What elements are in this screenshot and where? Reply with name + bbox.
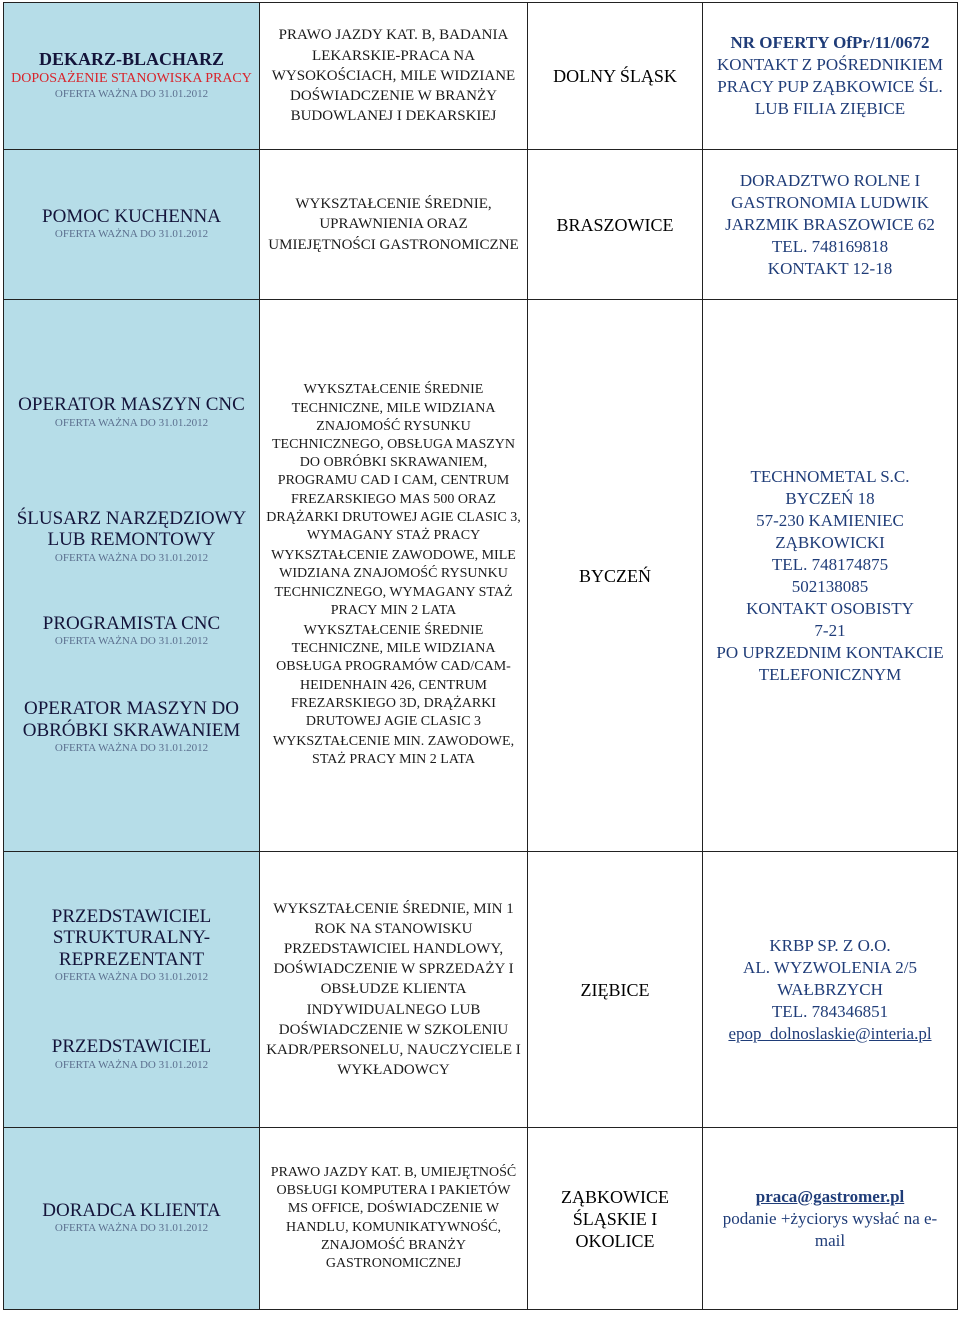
- job-title: PROGRAMISTA CNC: [42, 612, 221, 634]
- job-entry: [10, 206, 253, 242]
- phone-number: TEL. 784346851: [771, 1001, 889, 1021]
- job-title-cell: [4, 3, 260, 150]
- offer-validity: OFERTA WAŻNA DO 31.01.2012: [54, 635, 209, 647]
- email-link[interactable]: epop_dolnoslaskie@interia.pl: [728, 1023, 932, 1043]
- application-note: podanie +życiorys wysłać na e-mail: [722, 1208, 938, 1250]
- offer-validity: OFERTA WAŻNA DO 31.01.2012: [54, 742, 209, 754]
- job-title: OPERATOR MASZYN CNC: [18, 394, 245, 415]
- contact-cell: [703, 300, 958, 852]
- requirements-cell: [260, 1128, 528, 1310]
- requirements-text: PRAWO JAZDY KAT. B, UMIEJĘTNOŚĆ OBSŁUGI KOMPUTERA I PAKIETÓW MS OFFICE, DOŚWIADCZENIE W HANDLU, KOMUNIKATYWNOŚĆ, ZNAJOMOŚĆ BRANŻY GASTRONOMICZNEJ: [270, 1164, 517, 1271]
- job-title: DEKARZ-BLACHARZ: [38, 48, 225, 69]
- offer-row-dekarz: [4, 3, 958, 150]
- offer-validity: OFERTA WAŻNA DO 31.01.2012: [54, 551, 209, 564]
- offer-validity: OFERTA WAŻNA DO 31.01.2012: [54, 1058, 209, 1071]
- job-title-cell: [4, 1128, 260, 1310]
- requirements-text: PRAWO JAZDY KAT. B, BADANIA LEKARSKIE-PRACA NA WYSOKOŚCIACH, MILE WIDZIANE DOŚWIADCZENIE W BRANŻY BUDOWLANEJ I DEKARSKIEJ: [271, 27, 516, 125]
- contact-cell: [703, 852, 958, 1128]
- location-cell: DOLNY ŚLĄSK: [528, 3, 703, 150]
- requirements-text: WYKSZTAŁCENIE ŚREDNIE, UPRAWNIENIA ORAZ UMIEJĘTNOŚCI GASTRONOMICZNE: [268, 196, 519, 253]
- location-cell: BYCZEŃ: [528, 300, 703, 852]
- offer-validity: OFERTA WAŻNA DO 31.01.2012: [54, 1222, 209, 1235]
- email-link[interactable]: praca@gastromer.pl: [755, 1186, 905, 1206]
- offer-row-krbp: [4, 852, 958, 1128]
- job-entry: [10, 1036, 253, 1072]
- job-entry: [10, 613, 253, 649]
- contact-mode: KONTAKT OSOBISTY: [746, 598, 914, 618]
- requirements-cell: [260, 3, 528, 150]
- job-entry: [10, 508, 253, 565]
- requirements-cell: [260, 300, 528, 852]
- offer-number: NR OFERTY OfPr/11/0672: [730, 33, 930, 52]
- mobile-number: 502138085: [791, 576, 869, 596]
- location-cell: ZIĘBICE: [528, 852, 703, 1128]
- company-city: WAŁBRZYCH: [777, 979, 883, 999]
- company-name: KRBP SP. Z O.O.: [769, 935, 891, 955]
- offer-validity: OFERTA WAŻNA DO 31.01.2012: [54, 416, 209, 429]
- offer-validity: OFERTA WAŻNA DO 31.01.2012: [54, 88, 209, 101]
- contact-text: KONTAKT Z POŚREDNIKIEM PRACY PUP ZĄBKOWICE ŚL. LUB FILIA ZIĘBICE: [717, 55, 943, 118]
- offer-row-gastromer: [4, 1128, 958, 1310]
- job-entry: [10, 698, 253, 755]
- company-name: TECHNOMETAL S.C.: [750, 466, 910, 486]
- requirements-cell: [260, 150, 528, 300]
- phone-number: TEL. 748174875: [771, 554, 889, 574]
- offer-validity: OFERTA WAŻNA DO 31.01.2012: [54, 971, 209, 983]
- offer-row-pomoc-kuchenna: [4, 150, 958, 300]
- job-title-cell: [4, 300, 260, 852]
- job-title: PRZEDSTAWICIEL STRUKTURALNY-REPREZENTANT: [51, 905, 212, 970]
- company-address: AL. WYZWOLENIA 2/5: [743, 957, 917, 977]
- job-title-cell: [4, 150, 260, 300]
- offer-validity: OFERTA WAŻNA DO 31.01.2012: [54, 228, 209, 241]
- job-entry: [10, 1200, 253, 1236]
- requirements-text: WYKSZTAŁCENIE ŚREDNIE TECHNICZNE, MILE WIDZIANA OBSŁUGA PROGRAMÓW CAD/CAM-HEIDENHAIN 426, CENTRUM FREZARSKIEGO 3D, DRĄŻARKI DRUTOWEJ AGIE CLASIC 3: [276, 623, 511, 730]
- contact-cell: [703, 150, 958, 300]
- offer-row-technometal: [4, 300, 958, 852]
- contact-cell: [703, 1128, 958, 1310]
- contact-hours: 7-21: [814, 620, 846, 640]
- job-offers-table: [3, 2, 958, 1310]
- company-city: 57-230 KAMIENIEC ZĄBKOWICKI: [756, 510, 904, 552]
- contact-cell: [703, 3, 958, 150]
- requirements-text: WYKSZTAŁCENIE ŚREDNIE, MIN 1 ROK NA STANOWISKU PRZEDSTAWICIEL HANDLOWY, DOŚWIADCZENIE W SPRZEDAŻY I OBSŁUDZE KLIENTA INDYWIDUALNEGO LUB DOŚWIADCZENIE W SZKOLENIU KADR/PERSONELU, NAUCZYCIELE I WYKŁADOWCY: [266, 900, 521, 1079]
- job-title: ŚLUSARZ NARZĘDZIOWY LUB REMONTOWY: [16, 507, 247, 550]
- job-subtitle: DOPOSAŻENIE STANOWISKA PRACY: [11, 71, 252, 87]
- phone-number: TEL. 748169818: [771, 236, 889, 256]
- requirements-text: WYKSZTAŁCENIE ŚREDNIE TECHNICZNE, MILE WIDZIANA ZNAJOMOŚĆ RYSUNKU TECHNICZNEGO, OBSŁUGA MASZYN DO OBRÓBKI SKRAWANIEM, PROGRAMU CAD I CAM, CENTRUM FREZARSKIEGO MAS 500 ORAZ DRĄŻARKI DRUTOWEJ AGIE CLASIC 3, WYMAGANY STAŻ PRACY: [266, 382, 521, 543]
- job-title-cell: [4, 852, 260, 1128]
- company-address: BYCZEŃ 18: [785, 488, 875, 508]
- job-title: POMOC KUCHENNA: [42, 205, 221, 227]
- job-title: PRZEDSTAWICIEL: [51, 1036, 212, 1057]
- job-entry: [10, 49, 253, 102]
- location-cell: BRASZOWICE: [528, 150, 703, 300]
- job-entry: [10, 906, 253, 985]
- requirements-cell: [260, 852, 528, 1128]
- company-name: DORADZTWO ROLNE I GASTRONOMIA LUDWIK JARZMIK BRASZOWICE 62: [725, 170, 935, 234]
- contact-hours: KONTAKT 12-18: [767, 258, 893, 278]
- job-title: OPERATOR MASZYN DO OBRÓBKI SKRAWANIEM: [22, 698, 241, 741]
- requirements-text: WYKSZTAŁCENIE ZAWODOWE, MILE WIDZIANA ZNAJOMOŚĆ RYSUNKU TECHNICZNEGO, WYMAGANY STAŻ PRACY MIN 2 LATA: [271, 548, 516, 618]
- job-title: DORADCA KLIENTA: [42, 1199, 221, 1221]
- location-cell: ZĄBKOWICE ŚLĄSKIE I OKOLICE: [528, 1128, 703, 1310]
- job-entry: [10, 394, 253, 430]
- requirements-text: WYKSZTAŁCENIE MIN. ZAWODOWE, STAŻ PRACY MIN 2 LATA: [272, 734, 515, 768]
- contact-note: PO UPRZEDNIM KONTAKCIE TELEFONICZNYM: [716, 642, 944, 684]
